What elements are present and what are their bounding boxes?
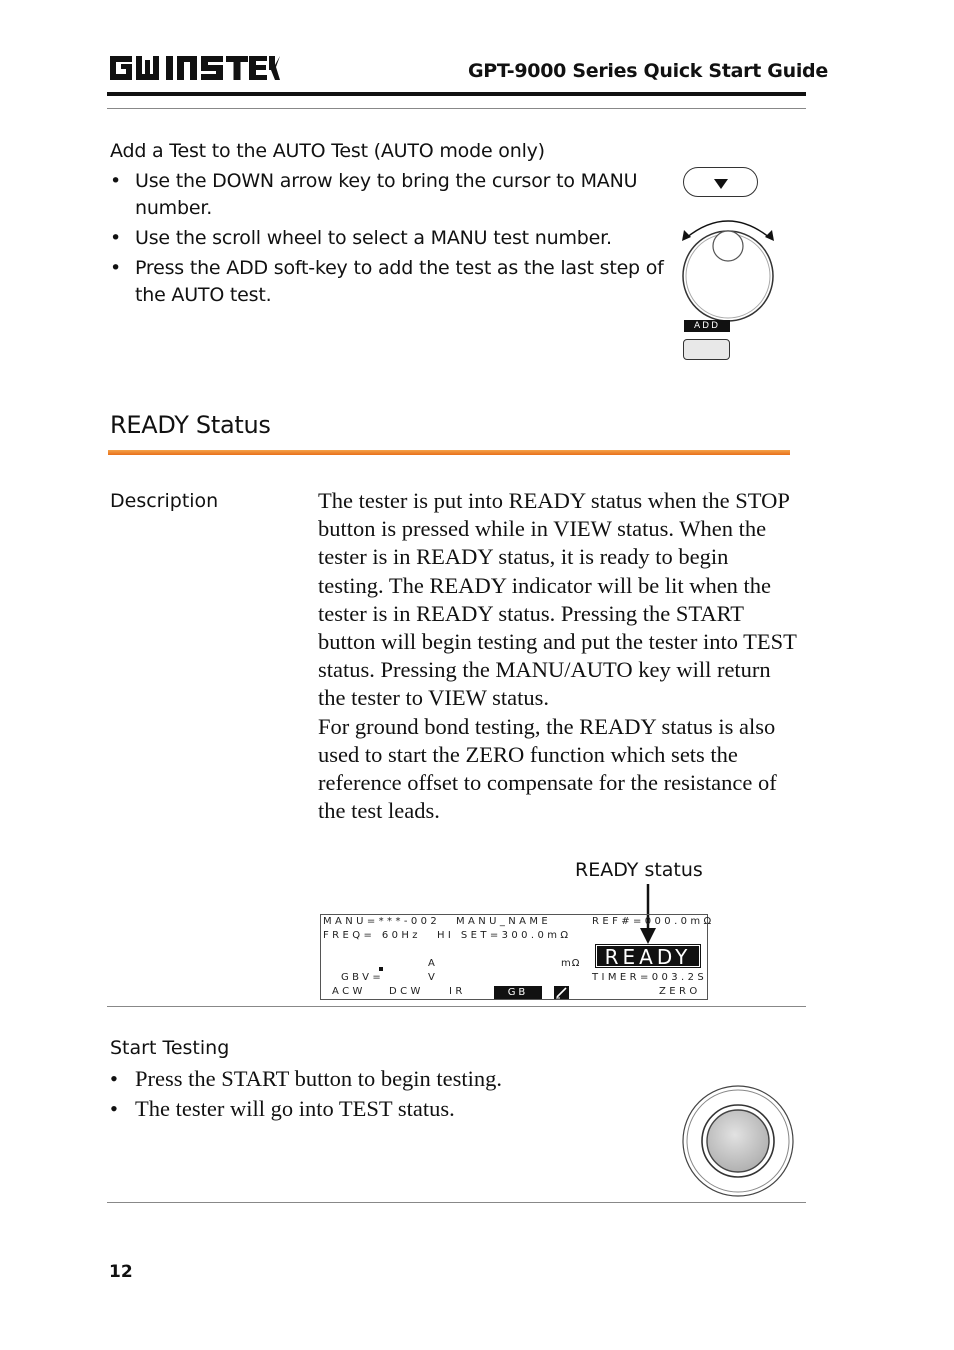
lcd-manu-number: MANU=***-002 [323,916,441,927]
lcd-manu-name: MANU_NAME [456,916,552,927]
description-label: Description [110,490,219,512]
list-item: • Press the START button to begin testing. [110,1065,670,1093]
section-rule [108,450,790,455]
section-heading: READY Status [110,411,271,439]
add-test-title: Add a Test to the AUTO Test (AUTO mode only) [110,140,545,162]
lcd-ref: REF#=000.0mΩ [592,916,715,927]
gw-instek-logo [108,52,280,84]
description-paragraph: The tester is put into READY status when the STOP button is pressed while in VIEW status. When the tester is in READY status, it is ready to begin testing. The READY indicator will be lit when the tester is in READY status. Pressing the START button will begin testing and put the tester into TEST status. Pressing the MANU/AUTO key will return the tester to VIEW status. [318,488,797,711]
guide-title: GPT-9000 Series Quick Start Guide [468,60,828,82]
lcd-timer: TIMER=003.2S [592,972,708,983]
list-item: • Press the ADD soft-key to add the test as the last step of the AUTO test. [110,255,670,309]
description-text [318,487,798,825]
start-testing-title: Start Testing [110,1037,230,1059]
list-item: • Use the DOWN arrow key to bring the cursor to MANU number. [110,168,670,222]
lcd-unit-mohm: mΩ [561,958,581,969]
lcd-gbv: GBV= [341,972,385,983]
lcd-frequency: FREQ= 60Hz [323,930,421,941]
lcd-tab-zero: ZERO [659,986,701,997]
lcd-tab-dcw: DCW [389,986,424,997]
lcd-unit-a: A [428,958,439,969]
start-button-icon [680,1084,796,1198]
start-testing-steps [110,1065,670,1125]
ready-status-callout: READY status [575,859,703,881]
add-softkey-icon [683,339,730,360]
header-rule-thin [107,108,806,109]
lcd-hi-set: HI SET=300.0mΩ [437,930,572,941]
add-test-steps [110,168,670,312]
lcd-display [320,914,715,1000]
scroll-wheel-icon [676,210,780,325]
list-item: • The tester will go into TEST status. [110,1095,670,1123]
ready-indicator: READY [596,945,700,967]
list-item: • Use the scroll wheel to select a MANU test number. [110,225,670,252]
lcd-tab-acw: ACW [332,986,366,997]
section-divider [107,1006,806,1007]
lcd-tab-ir: IR [449,986,466,997]
lcd-cursor [379,967,383,971]
add-softkey-label: ADD [684,320,730,332]
header-rule [107,92,806,96]
edit-icon [554,986,569,999]
lcd-tab-gb: GB [494,986,542,999]
down-triangle-icon [714,179,728,189]
footer-rule [107,1202,806,1203]
description-paragraph: For ground bond testing, the READY status is also used to start the ZERO function which sets the reference offset to compensate for the resistance of the test leads. [318,713,777,824]
page-number: 12 [109,1262,133,1282]
down-arrow-key-icon [683,167,758,197]
lcd-unit-v: V [428,972,439,983]
